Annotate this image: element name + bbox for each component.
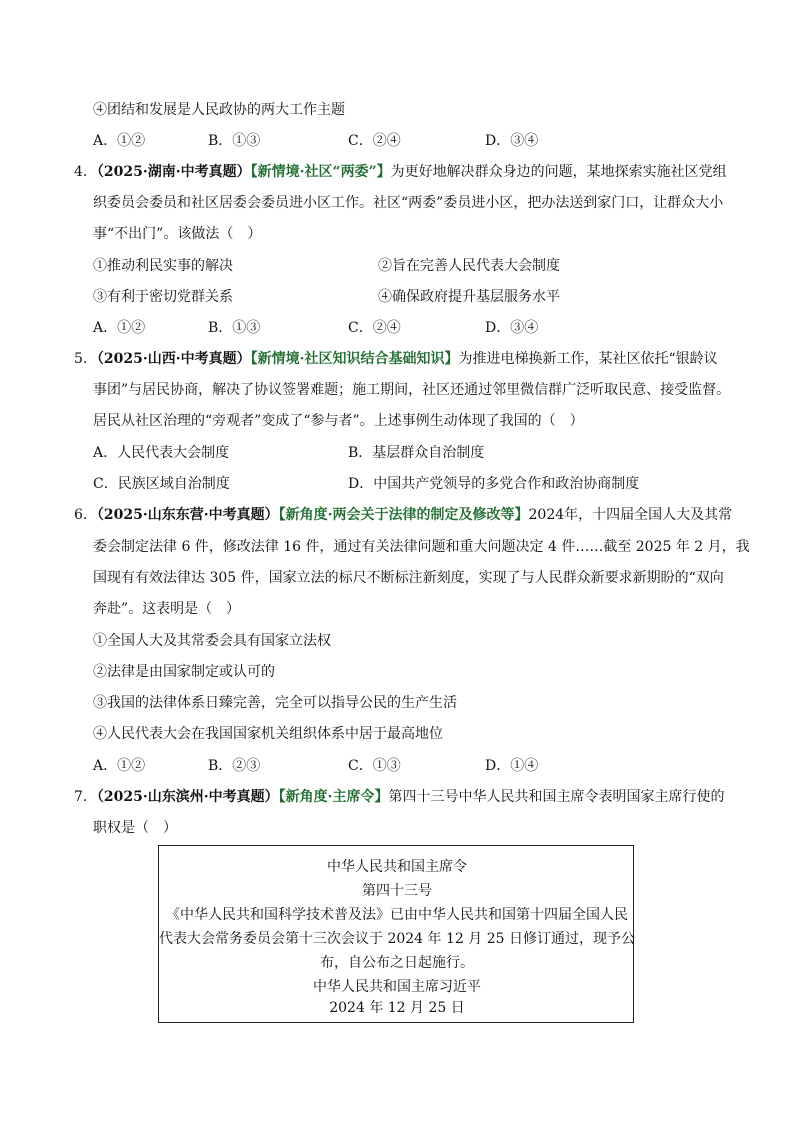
order-body-line-1: 《中华人民共和国科学技术普及法》已由中华人民共和国第十四届全国人民 [166, 907, 628, 923]
q7-number: 7． [74, 789, 97, 805]
q5-choice-a[interactable]: A．人民代表大会制度 [93, 445, 230, 461]
order-date: 2024 年 12 月 25 日 [329, 1000, 465, 1016]
q6-choices [93, 756, 693, 776]
q7-tag: 【新角度·主席令】 [278, 789, 389, 805]
q6-statement-1: ①全国人大及其常委会具有国家立法权 [93, 633, 331, 649]
order-signer: 中华人民共和国主席习近平 [313, 979, 481, 995]
q6-stem-text-1: 2024年，十四届全国人大及其常 [528, 507, 733, 523]
q7-source: （2025·山东滨州·中考真题） [96, 789, 279, 805]
q6-stem-line-2: 委会制定法律 6 件，修改法律 16 件，通过有关法律问题和重大问题决定 4 件……截至 2025 年 2 月，我 [93, 539, 750, 555]
q7-stem-line-1 [74, 787, 725, 807]
q4-statement-4: ④确保政府提升基层服务水平 [378, 289, 560, 305]
q6-statement-4: ④人民代表大会在我国国家机关组织体系中居于最高地位 [93, 726, 443, 742]
q3-choice-a[interactable]: A．①② [93, 133, 146, 149]
q4-statement-3: ③有利于密切党群关系 [93, 289, 233, 305]
q5-source: （2025·山西·中考真题） [96, 351, 251, 367]
q6-statement-3: ③我国的法律体系日臻完善，完全可以指导公民的生产生活 [93, 695, 457, 711]
q6-choice-d[interactable]: D．①④ [485, 758, 539, 774]
q4-tag: 【新情境·社区“两委”】 [250, 164, 391, 180]
q5-stem-text-1: 为推进电梯换新工作，某社区依托“银龄议 [458, 351, 718, 367]
q4-source: （2025·湖南·中考真题） [96, 164, 251, 180]
q4-choice-d[interactable]: D．③④ [485, 320, 539, 336]
presidential-order-box [158, 845, 634, 1023]
q6-choice-c[interactable]: C．①③ [348, 758, 401, 774]
q3-choice-c[interactable]: C．②④ [348, 133, 401, 149]
q5-number: 5． [74, 351, 97, 367]
q7-stem-text-1: 第四十三号中华人民共和国主席令表明国家主席行使的 [388, 789, 725, 805]
q5-choice-d[interactable]: D．中国共产党领导的多党合作和政治协商制度 [348, 476, 640, 492]
q6-stem-line-3: 国现有有效法律达 305 件，国家立法的标尺不断标注新刻度，实现了与人民群众新要求新期盼的“双向 [93, 570, 724, 586]
q6-choice-b[interactable]: B．②③ [208, 758, 261, 774]
q6-stem-line-1 [74, 505, 732, 525]
q7-stem-line-2: 职权是（ ） [93, 820, 177, 836]
q4-choices [93, 318, 693, 338]
q5-stem-line-1 [74, 349, 718, 369]
q6-source: （2025·山东东营·中考真题） [96, 507, 279, 523]
order-title: 中华人民共和国主席令 [327, 859, 467, 875]
order-body-line-2: 代表大会常务委员会第十三次会议于 2024 年 12 月 25 日修订通过，现予公 [159, 931, 635, 947]
q4-statement-1: ①推动利民实事的解决 [93, 258, 233, 274]
q5-choice-c[interactable]: C．民族区域自治制度 [93, 476, 230, 492]
q4-number: 4． [74, 164, 97, 180]
q4-stem-line-3: 事“不出门”。该做法（ ） [93, 226, 262, 242]
q6-statement-2: ②法律是由国家制定或认可的 [93, 664, 275, 680]
q4-stem-text-1: 为更好地解决群众身边的问题，某地探索实施社区党组 [390, 164, 727, 180]
q5-tag: 【新情境·社区知识结合基础知识】 [250, 351, 459, 367]
q3-choices [93, 131, 693, 151]
q4-stem-line-1 [74, 162, 727, 182]
q4-choice-b[interactable]: B．①③ [208, 320, 261, 336]
order-body-line-3: 布，自公布之日起施行。 [320, 955, 474, 971]
q6-tag: 【新角度·两会关于法律的制定及修改等】 [278, 507, 529, 523]
order-number: 第四十三号 [362, 883, 432, 899]
q4-choice-c[interactable]: C．②④ [348, 320, 401, 336]
q6-number: 6． [74, 507, 97, 523]
q6-stem-line-4: 奔赴”。这表明是（ ） [93, 601, 241, 617]
q5-stem-line-2: 事团”与居民协商，解决了协议签署难题；施工期间，社区还通过邻里微信群广泛听取民意、接受监督。 [93, 382, 731, 398]
q6-choice-a[interactable]: A．①② [93, 758, 146, 774]
q4-stem-line-2: 织委员会委员和社区居委会委员进小区工作。社区“两委”委员进小区，把办法送到家门口，让群众大小 [93, 195, 724, 211]
q3-choice-b[interactable]: B．①③ [208, 133, 261, 149]
q4-statement-2: ②旨在完善人民代表大会制度 [378, 258, 560, 274]
q3-choice-d[interactable]: D．③④ [485, 133, 539, 149]
q5-choice-b[interactable]: B．基层群众自治制度 [348, 445, 485, 461]
q3-statement-4: ④团结和发展是人民政协的两大工作主题 [93, 102, 345, 118]
q4-choice-a[interactable]: A．①② [93, 320, 146, 336]
q5-stem-line-3: 居民从社区治理的“旁观者”变成了“参与者”。上述事例生动体现了我国的（ ） [93, 413, 584, 429]
